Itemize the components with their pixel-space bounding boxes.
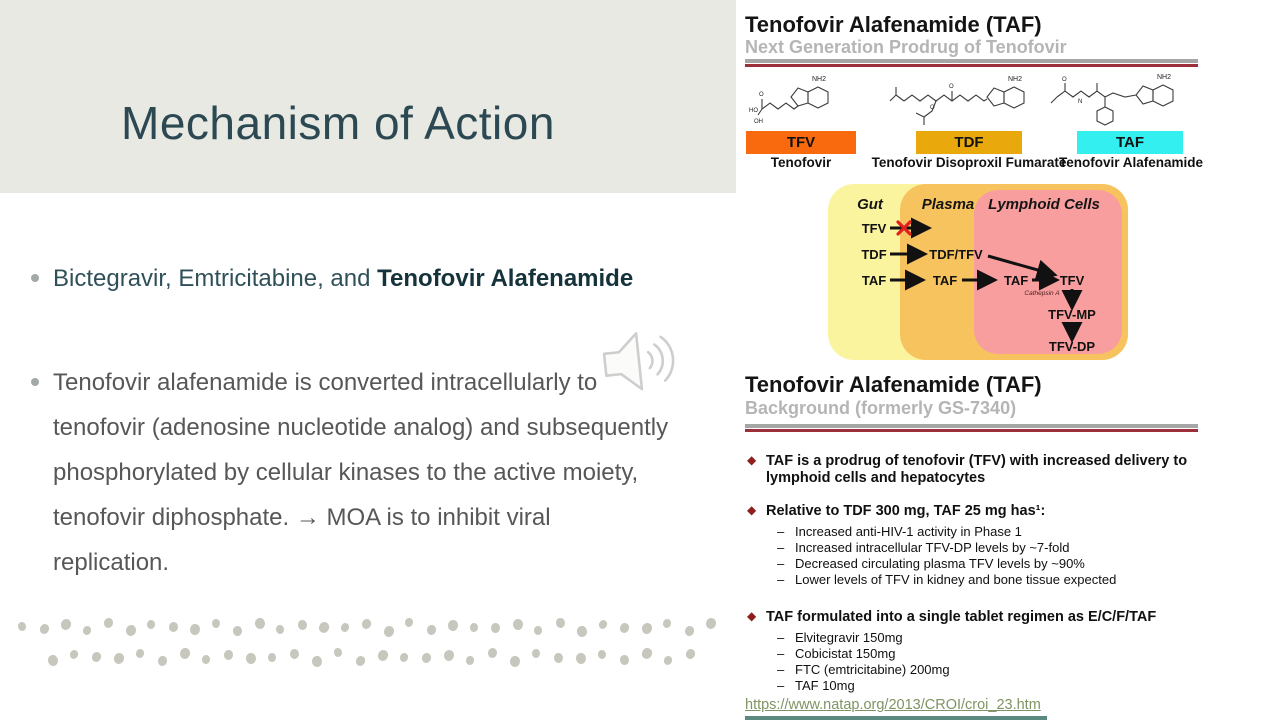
diagram-tfv-node: TFV	[1059, 273, 1085, 288]
left-bullet-1	[53, 256, 653, 301]
svg-text:NH2: NH2	[1157, 74, 1172, 81]
divider-red	[745, 64, 1198, 67]
molecule-structure-tfv	[748, 71, 856, 129]
bullet-dot	[31, 378, 39, 386]
molecule-structure-tdf	[886, 71, 1052, 129]
taf-label-box: TAF	[1077, 131, 1183, 154]
bottom-accent-strip	[745, 716, 1047, 720]
bullet-dot	[31, 274, 39, 282]
left-bullet-2: Tenofovir alafenamide is converted intracellularly to tenofovir (adenosine nucleotide analog) and subsequently phosphorylated by cellular kinases to the active moiety, tenofovir diphosphate. → MOA is to inhibit viral replication.	[53, 369, 669, 576]
svg-text:OH: OH	[754, 119, 763, 125]
left-bullet-1-bold: Tenofovir Alafenamide	[377, 265, 634, 292]
diagram-tfvdp-node: TFV-DP	[1048, 339, 1096, 354]
region-label-plasma: Plasma	[921, 196, 975, 213]
panel-bullet-3-sub-1: Elvitegravir 150mg	[795, 630, 903, 645]
diagram-enzyme-label: Cathepsin A	[1024, 290, 1060, 297]
diagram-tdftfv-plasma: TDF/TFV	[929, 247, 983, 262]
tfv-name: Tenofovir	[770, 155, 832, 170]
tdf-name: Tenofovir Disoproxil Fumarate	[871, 155, 1067, 170]
svg-text:NH2: NH2	[1008, 76, 1023, 83]
panel-bullet-2-sub-4: Lower levels of TFV in kidney and bone tissue expected	[795, 572, 1117, 587]
svg-text:O: O	[930, 105, 935, 111]
divider-gray	[745, 59, 1198, 63]
panel-bullet-3: TAF formulated into a single tablet regimen as E/C/F/TAF	[766, 609, 1157, 625]
dash-bullet: –	[777, 630, 785, 645]
diagram-taf-gut: TAF	[861, 273, 887, 288]
region-label-lymphoid: Lymphoid Cells	[988, 196, 1100, 213]
dash-bullet: –	[777, 662, 785, 677]
svg-text:N: N	[1078, 99, 1083, 105]
left-bullet-1-text: Bictegravir, Emtricitabine, and	[53, 265, 378, 292]
diamond-bullet-icon: ◆	[747, 609, 757, 623]
section2-title: Tenofovir Alafenamide (TAF)	[745, 372, 1042, 397]
panel-bullet-3-sub-2: Cobicistat 150mg	[795, 646, 896, 661]
diagram-taf-lymphoid: TAF	[1003, 273, 1029, 288]
divider-red	[745, 429, 1198, 432]
section1-title: Tenofovir Alafenamide (TAF)	[745, 12, 1042, 37]
molecule-structure-taf	[1041, 71, 1201, 129]
speaker-icon[interactable]	[597, 320, 685, 402]
page-title: Mechanism of Action	[121, 97, 555, 149]
diagram-tdf-gut: TDF	[861, 247, 887, 262]
panel-bullet-2-sub-3: Decreased circulating plasma TFV levels by ~90%	[795, 556, 1085, 571]
section1-subtitle: Next Generation Prodrug of Tenofovir	[745, 37, 1067, 57]
svg-text:O: O	[759, 92, 764, 98]
svg-text:HO: HO	[749, 108, 758, 114]
panel-bullet-2-sub-2: Increased intracellular TFV-DP levels by ~7-fold	[795, 540, 1070, 555]
panel-bullet-2: Relative to TDF 300 mg, TAF 25 mg has¹:	[766, 503, 1046, 519]
panel-bullet-2-sub-1: Increased anti-HIV-1 activity in Phase 1	[795, 524, 1022, 539]
panel-bullet-3-sub-4: TAF 10mg	[795, 678, 855, 693]
reference-panel	[736, 0, 1280, 720]
diamond-bullet-icon: ◆	[747, 503, 757, 517]
svg-text:O: O	[1062, 77, 1067, 83]
diagram-tfv-gut: TFV	[861, 221, 887, 236]
decorative-dots	[0, 612, 740, 682]
pharmacokinetics-diagram	[828, 184, 1128, 360]
dash-bullet: –	[777, 556, 785, 571]
taf-name: Tenofovir Alafenamide	[1058, 155, 1204, 170]
svg-text:O: O	[949, 84, 954, 90]
tdf-label-box: TDF	[916, 131, 1022, 154]
region-label-gut: Gut	[857, 196, 883, 213]
source-link[interactable]: https://www.natap.org/2013/CROI/croi_23.htm	[745, 697, 1041, 713]
dash-bullet: –	[777, 646, 785, 661]
diamond-bullet-icon: ◆	[747, 453, 757, 467]
svg-text:NH2: NH2	[812, 76, 827, 83]
section2-subtitle: Background (formerly GS-7340)	[745, 398, 1017, 418]
dash-bullet: –	[777, 678, 785, 693]
diagram-tfvmp-node: TFV-MP	[1048, 307, 1096, 322]
divider-gray	[745, 424, 1198, 428]
diagram-taf-plasma: TAF	[932, 273, 958, 288]
panel-bullet-1: TAF is a prodrug of tenofovir (TFV) with increased delivery to lymphoid cells and hepatocytes	[766, 453, 1188, 486]
dash-bullet: –	[777, 524, 785, 539]
dash-bullet: –	[777, 540, 785, 555]
dash-bullet: –	[777, 572, 785, 587]
panel-bullet-3-sub-3: FTC (emtricitabine) 200mg	[795, 662, 950, 677]
tfv-label-box: TFV	[746, 131, 856, 154]
